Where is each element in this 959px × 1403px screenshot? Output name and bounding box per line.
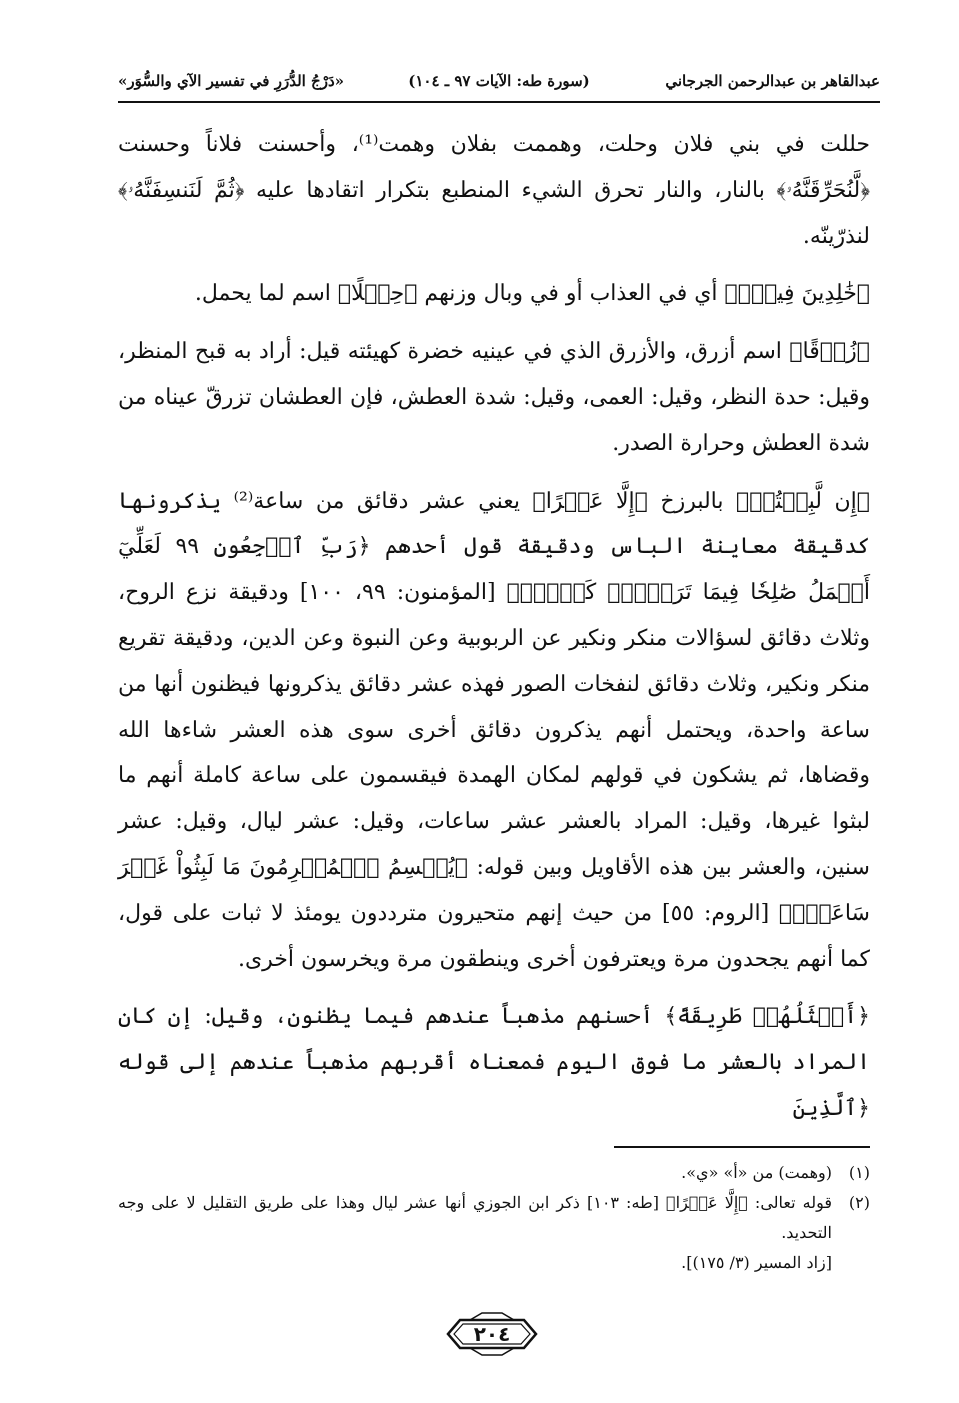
- footnote-number: (٢): [848, 1193, 870, 1212]
- footnote-reference: [زاد المسير (٣/ ١٧٥)].: [681, 1253, 832, 1272]
- footnote-text: (وهمت) من «أ» «ي».: [681, 1163, 832, 1182]
- header-author: عبدالقاهر بن عبدالرحمن الجرجاني: [665, 72, 880, 90]
- header-surah-range: (سورة طه: الآيات ٩٧ ـ ١٠٤): [408, 72, 590, 90]
- footnotes: [118, 1158, 870, 1278]
- paragraph: ﴿إِن لَّبِثۡتُمۡ﴾ بالبرزخ ﴿إِلَّا عَشۡرًا﴾ يعني عشر دقائق من ساعة⁽²⁾ يذكرونها كدقيقة معاينة الباس ودقيقة قول أحدهم ﴿رَبِّ ٱرۡجِعُونِ ٩٩ لَعَلِّيٓ أَعۡمَلُ صَٰلِحٗا فِيمَا تَرَكۡتُۚ كَلَّآۚ﴾ [المؤمنون: ٩٩، ١٠٠] ودقيقة نزع الروح، وثلاث دقائق لسؤالات منكر ونكير عن الربوبية وعن النبوة وعن الدين، ودقيقة تقريع منكر ونكير، وثلاث دقائق لنفخات الصور فهذه عشر دقائق يذكرونها فيظنون أنها من ساعة واحدة، ويحتمل أنهم يذكرون دقائق أخرى سوى هذه العشر شاءها الله وقضاها، ثم يشكون في قولهم لمكان الهمدة فيقسمون على ساعة كاملة أنهم ما لبثوا غيرها، وقيل: المراد بالعشر عشر ساعات، وقيل: عشر ليال، وقيل: عشر سنين، والعشر بين هذه الأقاويل وبين قوله: ﴿يُقۡسِمُ ٱلۡمُجۡرِمُونَ مَا لَبِثُواْ غَيۡرَ سَاعَةٖۚ﴾ [الروم: ٥٥] من حيث إنهم متحيرون مترددون يومئذ لا ثبات على قول، كما أنهم يجحدون مرة ويعترفون أخرى وينطقون مرة ويخرسون أخرى.: [118, 488, 871, 972]
- main-text: [118, 122, 870, 1132]
- header-book-title: «دَرْجُ الدُّرَرِ في تفسير الآي والسُّوَر»: [118, 72, 345, 90]
- footnote-1: [118, 1158, 870, 1188]
- footnote-rule: [614, 1146, 870, 1148]
- paragraph: ﴿أَمۡثَلُهُمۡ طَرِيقَةً﴾ أحسنهم مذهباً عندهم فيما يظنون، وقيل: إن كان المراد بالعشر ما فوق اليوم فمعناه أقربهم مذهباً عندهم إلى قوله ﴿ٱلَّذِينَ: [118, 1004, 870, 1121]
- header-rule: [118, 101, 880, 103]
- paragraph: ﴿خَٰلِدِينَ فِيهِۖ﴾ أي في العذاب أو في وبال وزنهم ﴿حِمۡلًا﴾ اسم لما يحمل.: [194, 281, 870, 307]
- paragraph: حللت في بني فلان وحلت، وهممت بفلان وهمت⁽¹⁾، وأحسنت فلاناً وحسنت ﴿لَّنُحَرِّقَنَّهُۥ﴾ بالنار، والنار تحرق الشيء المنطبع بتكرار اتقادها عليه ﴿ثُمَّ لَنَنسِفَنَّهُۥ﴾ لنذرّينّه.: [118, 132, 871, 249]
- footnote-number: (١): [848, 1163, 870, 1182]
- footnote-text: قوله تعالى: ﴿إِلَّا عَشۡرًا﴾ [طه: ١٠٣] ذكر ابن الجوزي أنها عشر ليال وهذا على طريق التقليل لا على وجه التحديد.: [118, 1193, 833, 1242]
- page-number-ornament: [444, 1311, 540, 1357]
- page-number: ٢٠٤: [473, 1322, 511, 1346]
- running-header: [118, 66, 880, 98]
- paragraph: ﴿زُرۡقًا﴾ اسم أزرق، والأزرق الذي في عينيه خضرة كهيئته قيل: أراد به قبح المنظر، وقيل: حدة النظر، وقيل: العمى، وقيل: شدة العطش، فإن العطشان تزرقّ عيناه من شدة العطش وحرارة الصدر.: [118, 339, 870, 456]
- footnote-2: [118, 1188, 870, 1248]
